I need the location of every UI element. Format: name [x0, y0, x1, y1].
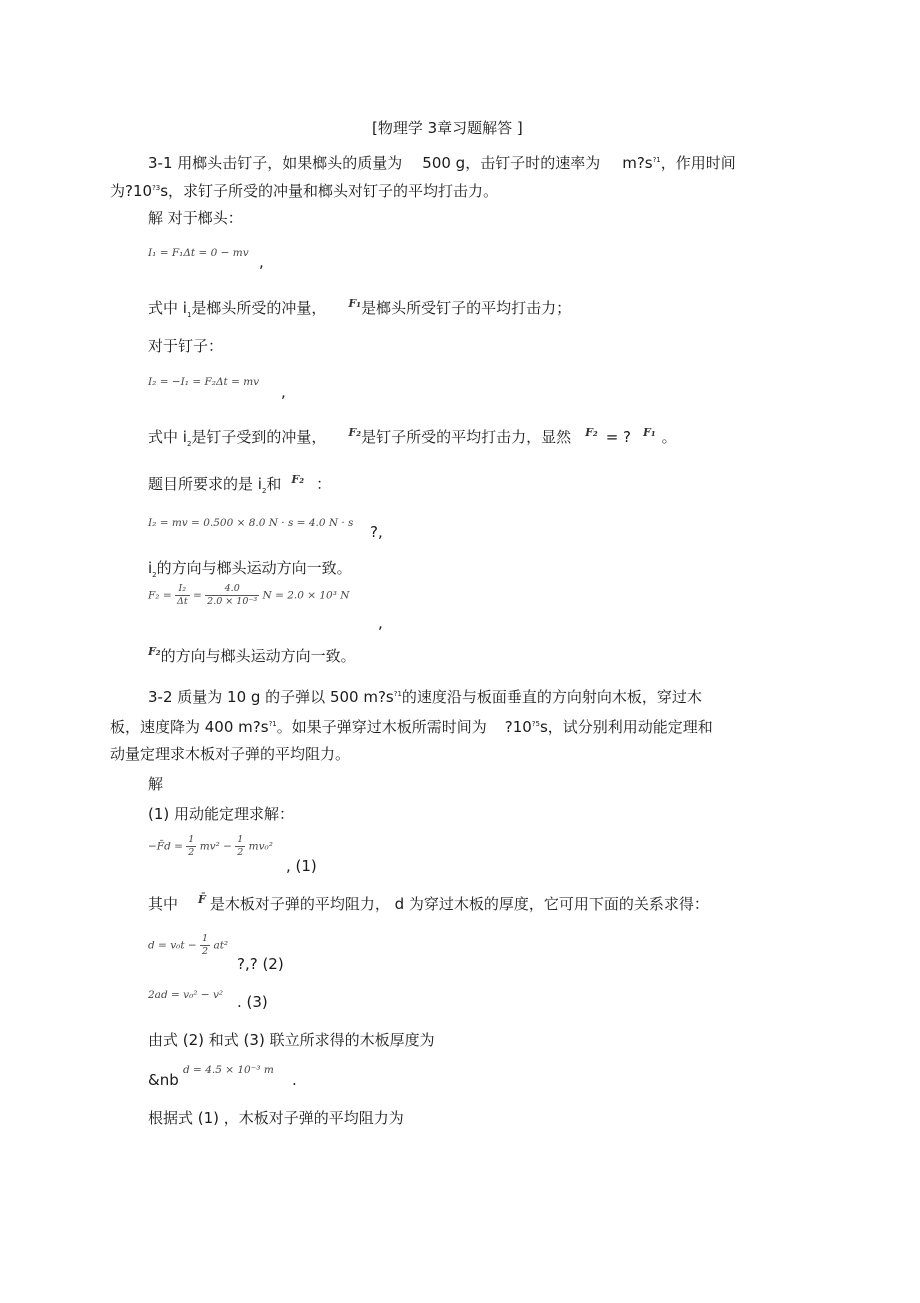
fraction	[175, 583, 190, 608]
text: 板，速度降为 400 m?s	[110, 718, 269, 736]
explanation-line-1	[148, 298, 571, 325]
text: at²	[213, 939, 229, 952]
denominator: 2.0 × 10⁻³	[207, 596, 258, 607]
text: 。如果子弹穿过木板所需时间为	[276, 718, 487, 736]
text: 式中 i	[148, 299, 187, 317]
text: N = 2.0 × 10³ N	[262, 589, 350, 602]
summary-line-1: 由式 (2) 和式 (3) 联立所求得的木板厚度为	[148, 1031, 435, 1049]
numerator: 1	[237, 834, 244, 845]
text: 其中	[148, 895, 179, 913]
numerator: 1	[188, 834, 195, 845]
nail-label: 对于钉子：	[148, 337, 224, 355]
subscript: 1	[186, 311, 192, 319]
problem-3-2-line-3: 动量定理求木板对子弹的平均阻力。	[110, 745, 351, 763]
summary-line-2	[148, 1070, 179, 1090]
direction-line-1	[148, 558, 352, 585]
problem-3-1-line-1	[148, 150, 736, 173]
text: ?10	[504, 718, 532, 736]
problem-3-2-line-2	[110, 714, 713, 737]
text: i	[148, 559, 153, 577]
subscript: 2	[152, 571, 157, 579]
question-line	[148, 474, 331, 501]
numerator: 1	[202, 933, 209, 944]
formula-punct: ,	[259, 253, 264, 271]
formula-punct: .	[292, 1071, 297, 1089]
equation-number: ?,? (2)	[237, 955, 284, 973]
text: ：	[316, 475, 332, 493]
problem-3-1-line-2	[110, 178, 498, 201]
fraction	[186, 834, 196, 859]
text: s，求钉子所受的冲量和榔头对钉子的平均打击力。	[160, 182, 499, 200]
denominator: 2	[188, 847, 195, 858]
subscript: 2	[186, 440, 192, 448]
text: 是木板对子弹的平均阻力， d 为穿过木板的厚度，它可用下面的关系求得：	[209, 895, 709, 913]
formula-thickness-kinematic	[148, 933, 228, 958]
text: 的方向与榔头运动方向一致。	[160, 647, 356, 665]
fraction	[205, 583, 259, 608]
solution-label: 解 对于榔头：	[148, 209, 243, 227]
text: 和	[266, 475, 282, 493]
text: = ?	[605, 428, 632, 446]
superscript: ?1	[393, 690, 402, 698]
numerator: I₂	[175, 583, 190, 596]
fraction	[235, 834, 245, 859]
formula-punct: ?,	[370, 523, 383, 541]
denominator: 2	[237, 847, 244, 858]
force-symbol: F₁	[643, 426, 656, 439]
force-symbol: F̄	[198, 893, 206, 906]
solution-label: 解	[148, 775, 164, 793]
text: 的速度沿与板面垂直的方向射向木板，穿过木	[401, 688, 702, 706]
text: mv² −	[199, 840, 232, 853]
formula-impulse-nail: I₂ = −I₁ = F₂Δt = mv	[148, 376, 260, 388]
text: 式中 i	[148, 428, 187, 446]
text: 是钉子所受的平均打击力，显然	[361, 428, 572, 446]
text: 为?10	[110, 182, 153, 200]
text: 500 g，击钉子时的速率为	[422, 154, 601, 172]
formula-punct: ,	[378, 614, 383, 632]
formula-work-energy	[148, 834, 273, 859]
page-title: [物理学 3章习题解答 ]	[372, 119, 523, 137]
formula-velocity-relation: 2ad = v₀² − v²	[148, 989, 224, 1001]
text: s，试分别利用动能定理和	[539, 718, 713, 736]
superscript: ?3	[152, 184, 161, 192]
explanation-line-2	[148, 427, 677, 454]
superscript: ?5	[531, 720, 540, 728]
denominator: 2	[202, 946, 209, 957]
text: 是榔头所受的冲量，	[191, 299, 327, 317]
force-symbol: F₂	[291, 473, 305, 486]
force-symbol: F₂	[585, 426, 598, 439]
text: =	[193, 589, 202, 602]
text: 的方向与榔头运动方向一致。	[156, 559, 352, 577]
formula-average-force	[148, 583, 349, 608]
text: mv₀²	[248, 840, 273, 853]
text: 是榔头所受钉子的平均打击力；	[361, 299, 572, 317]
text: m?s	[622, 154, 653, 172]
direction-line-2	[148, 646, 356, 666]
text: −F̄d =	[148, 840, 183, 853]
text: 是钉子受到的冲量，	[191, 428, 327, 446]
superscript: ?1	[268, 720, 277, 728]
explanation-line-3	[148, 894, 709, 914]
text: 3-2 质量为 10 g 的子弹以 500 m?s	[148, 688, 394, 706]
denominator: Δt	[176, 596, 188, 607]
text: 3-1 用榔头击钉子，如果榔头的质量为	[148, 154, 403, 172]
text: ，作用时间	[660, 154, 736, 172]
force-symbol: F₂	[148, 645, 161, 658]
text: F₂ =	[148, 589, 172, 602]
formula-impulse-hammer: I₁ = F₁Δt = 0 − mv	[148, 247, 249, 259]
formula-thickness-value: d = 4.5 × 10⁻³ m	[183, 1064, 274, 1076]
method-1-label: (1) 用动能定理求解：	[148, 805, 295, 823]
text: 。	[661, 428, 677, 446]
force-symbol: F₁	[348, 297, 362, 310]
force-symbol: F₂	[348, 426, 362, 439]
superscript: ?1	[652, 156, 661, 164]
text: 题目所要求的是 i	[148, 475, 262, 493]
problem-3-2-line-1	[148, 684, 702, 707]
summary-line-3: 根据式 (1) ，木板对子弹的平均阻力为	[148, 1109, 404, 1127]
text: &nb	[148, 1071, 179, 1089]
equation-number: . (3)	[237, 993, 268, 1011]
numerator: 4.0	[205, 583, 259, 596]
fraction	[200, 933, 210, 958]
text: d = v₀t −	[148, 939, 197, 952]
formula-impulse-value: I₂ = mv = 0.500 × 8.0 N · s = 4.0 N · s	[148, 517, 354, 529]
subscript: 2	[261, 487, 267, 495]
equation-number: , (1)	[286, 857, 317, 875]
formula-punct: ,	[281, 383, 286, 401]
